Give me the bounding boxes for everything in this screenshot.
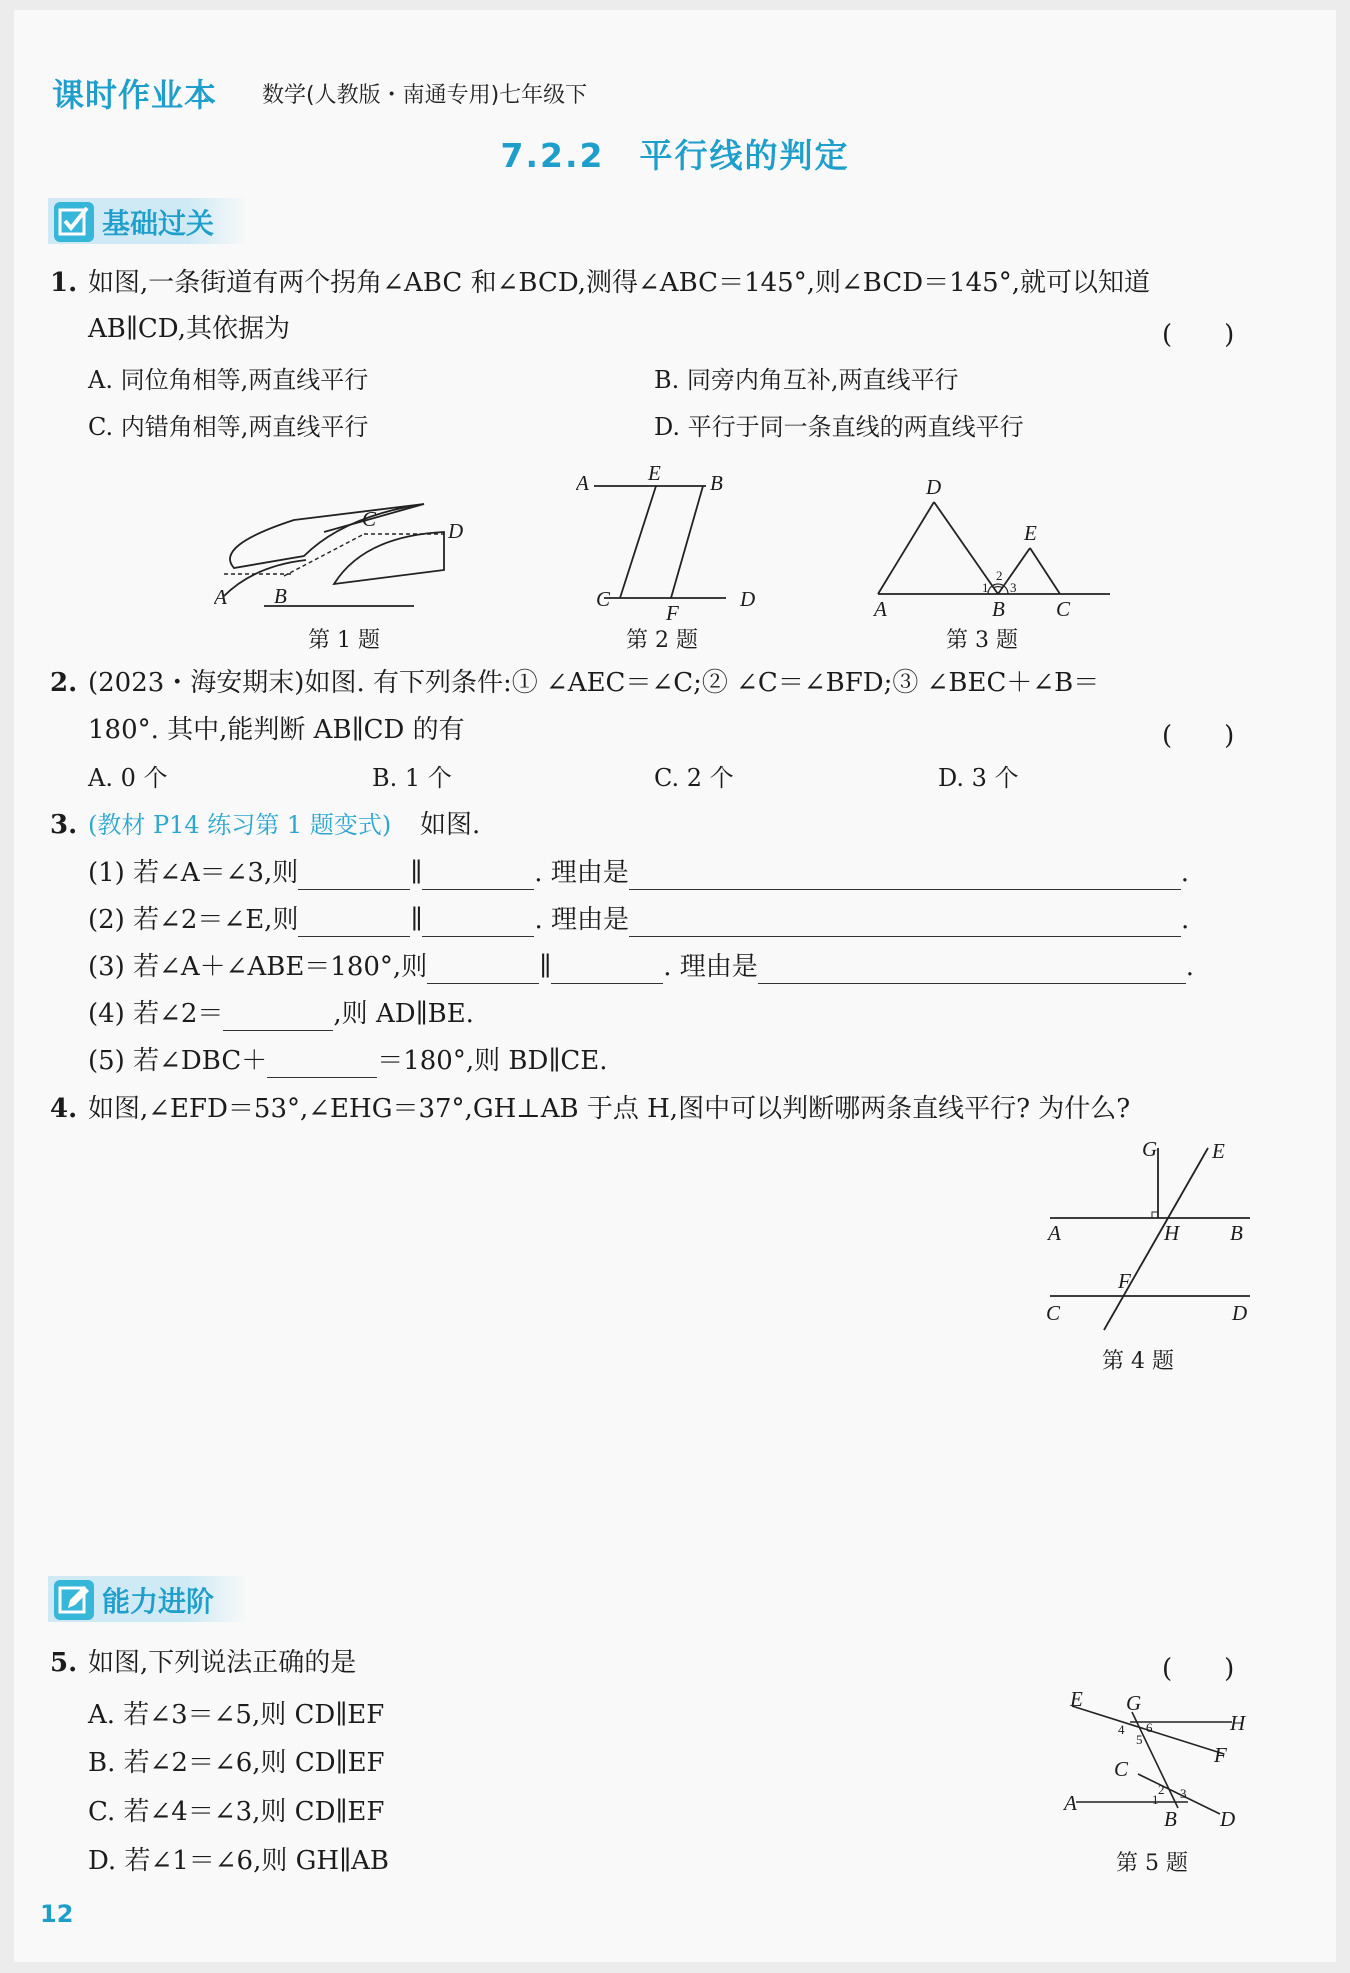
figure-5-caption: 第 5 题 — [1116, 1851, 1188, 1876]
q3-sub5-blank[interactable] — [267, 1049, 377, 1078]
q4-line1: 如图,∠EFD＝53°,∠EHG＝37°,GH⊥AB 于点 H,图中可以判断哪两条直线平行? 为什么? — [88, 1094, 1131, 1124]
svg-text:3: 3 — [1180, 1786, 1187, 1801]
svg-text:C: C — [362, 507, 377, 531]
q3-sub2-blank-b[interactable] — [422, 908, 534, 937]
q1-option-c: C. 内错角相等,两直线平行 — [88, 413, 369, 441]
q5-option-d: D. 若∠1＝∠6,则 GH∥AB — [88, 1846, 389, 1876]
q5-option-a: A. 若∠3＝∠5,则 CD∥EF — [88, 1700, 385, 1730]
svg-text:3: 3 — [1010, 580, 1017, 595]
svg-text:1: 1 — [1152, 1792, 1159, 1807]
svg-text:4: 4 — [1118, 1722, 1125, 1737]
svg-text:B: B — [1164, 1807, 1177, 1831]
q2-option-b: B. 1 个 — [372, 764, 452, 792]
svg-text:A: A — [874, 597, 887, 621]
q2-line1: (2023・海安期末)如图. 有下列条件:① ∠AEC＝∠C;② ∠C＝∠BFD;③ ∠BEC＋∠B＝ — [88, 668, 1100, 698]
q1-answer-paren: ( ) — [1162, 320, 1235, 350]
q3-sub5: (5) 若∠DBC＋ ＝180°,则 BD∥CE. — [88, 1046, 608, 1076]
q3-sub2-reason-blank[interactable] — [629, 908, 1181, 937]
figure-5-transversals — [1054, 1690, 1254, 1840]
svg-text:G: G — [1142, 1137, 1158, 1161]
svg-text:H: H — [1230, 1711, 1246, 1735]
badge-advanced — [48, 1576, 248, 1622]
svg-text:F: F — [666, 601, 679, 620]
q3-sub1-blank-a[interactable] — [298, 861, 410, 890]
q3-sub1-reason-blank[interactable] — [629, 861, 1181, 890]
q3-sub3-blank-a[interactable] — [427, 955, 539, 984]
q3-stem: 如图. — [420, 810, 481, 840]
svg-text:B: B — [1230, 1221, 1243, 1245]
svg-text:E: E — [648, 461, 661, 485]
svg-text:F: F — [1118, 1269, 1131, 1293]
svg-text:E: E — [1024, 521, 1037, 545]
section-title: 7.2.2 平行线的判定 — [500, 136, 850, 175]
page-number: 12 — [40, 1900, 74, 1928]
q1-line1: 如图,一条街道有两个拐角∠ABC 和∠BCD,测得∠ABC＝145°,则∠BCD＝145°,就可以知道 — [88, 268, 1150, 298]
svg-text:1: 1 — [982, 580, 989, 595]
svg-text:D: D — [926, 476, 942, 499]
svg-text:C: C — [596, 587, 611, 611]
badge-advanced-label: 能力进阶 — [102, 1585, 215, 1618]
figure-4-caption: 第 4 题 — [1102, 1349, 1174, 1374]
figure-4-parallel-lines — [1034, 1134, 1254, 1334]
q1-option-b: B. 同旁内角互补,两直线平行 — [654, 366, 959, 394]
q1-option-d: D. 平行于同一条直线的两直线平行 — [654, 413, 1024, 441]
svg-text:D: D — [1232, 1301, 1248, 1325]
svg-text:C: C — [1056, 597, 1071, 621]
q3-sub2: (2) 若∠2＝∠E,则 ∥ . 理由是 . — [88, 905, 1190, 935]
svg-text:2: 2 — [1158, 1782, 1165, 1797]
q2-answer-paren: ( ) — [1162, 721, 1235, 751]
svg-text:A: A — [576, 471, 589, 495]
q3-sub2-blank-a[interactable] — [298, 908, 410, 937]
figure-3-caption: 第 3 题 — [946, 628, 1018, 653]
q5-option-b: B. 若∠2＝∠6,则 CD∥EF — [88, 1748, 385, 1778]
header-book-title: 数学(人教版・南通专用)七年级下 — [262, 83, 588, 108]
svg-text:D: D — [1220, 1807, 1236, 1831]
q5-option-c: C. 若∠4＝∠3,则 CD∥EF — [88, 1797, 385, 1827]
figure-3-triangles — [864, 476, 1124, 626]
pencil-icon — [54, 1580, 94, 1620]
q3-sub3: (3) 若∠A＋∠ABE＝180°,则 ∥ . 理由是 . — [88, 952, 1195, 982]
q5-answer-paren: ( ) — [1162, 1654, 1235, 1684]
q2-option-d: D. 3 个 — [938, 764, 1019, 792]
figure-2-caption: 第 2 题 — [626, 628, 698, 653]
figure-1-street — [214, 486, 494, 626]
badge-basic-label: 基础过关 — [102, 207, 215, 240]
worksheet-page — [14, 10, 1336, 1962]
q1-line2: AB∥CD,其依据为 — [88, 314, 290, 344]
q2-line2: 180°. 其中,能判断 AB∥CD 的有 — [88, 715, 465, 745]
q3-number: 3. — [50, 810, 78, 840]
q2-number: 2. — [50, 668, 78, 698]
svg-text:C: C — [1046, 1301, 1061, 1325]
q2-option-a: A. 0 个 — [88, 764, 168, 792]
svg-text:A: A — [214, 585, 227, 609]
figure-1-caption: 第 1 题 — [308, 628, 380, 653]
q1-option-a: A. 同位角相等,两直线平行 — [88, 366, 369, 394]
q3-sub4-blank[interactable] — [223, 1002, 333, 1031]
q1-number: 1. — [50, 268, 78, 298]
q3-sub1: (1) 若∠A＝∠3,则 ∥ . 理由是 . — [88, 858, 1190, 888]
q3-sub3-blank-b[interactable] — [551, 955, 663, 984]
header-logo: 课时作业本 — [52, 76, 218, 114]
svg-text:F: F — [1214, 1743, 1227, 1767]
svg-text:B: B — [710, 471, 723, 495]
svg-text:E: E — [1070, 1690, 1083, 1711]
q2-option-c: C. 2 个 — [654, 764, 734, 792]
q5-number: 5. — [50, 1648, 78, 1678]
q5-line1: 如图,下列说法正确的是 — [88, 1648, 357, 1678]
svg-text:D: D — [448, 519, 464, 543]
svg-text:C: C — [1114, 1757, 1129, 1781]
q3-sub4: (4) 若∠2＝ ,则 AD∥BE. — [88, 999, 474, 1029]
svg-text:B: B — [992, 597, 1005, 621]
q3-sub3-reason-blank[interactable] — [758, 955, 1186, 984]
svg-text:E: E — [1212, 1139, 1225, 1163]
figure-2-parallelogram — [576, 460, 776, 620]
svg-text:B: B — [274, 584, 287, 608]
svg-text:G: G — [1126, 1691, 1142, 1715]
q3-source: (教材 P14 练习第 1 题变式) — [88, 811, 392, 839]
q4-number: 4. — [50, 1094, 78, 1124]
svg-text:A: A — [1064, 1791, 1077, 1815]
svg-text:A: A — [1048, 1221, 1061, 1245]
svg-text:6: 6 — [1146, 1720, 1153, 1735]
q3-sub1-blank-b[interactable] — [422, 861, 534, 890]
checkbox-icon — [54, 202, 94, 242]
badge-basic — [48, 198, 248, 244]
svg-text:H: H — [1164, 1221, 1180, 1245]
svg-text:2: 2 — [996, 568, 1003, 583]
svg-text:5: 5 — [1136, 1732, 1143, 1747]
svg-text:D: D — [740, 587, 756, 611]
